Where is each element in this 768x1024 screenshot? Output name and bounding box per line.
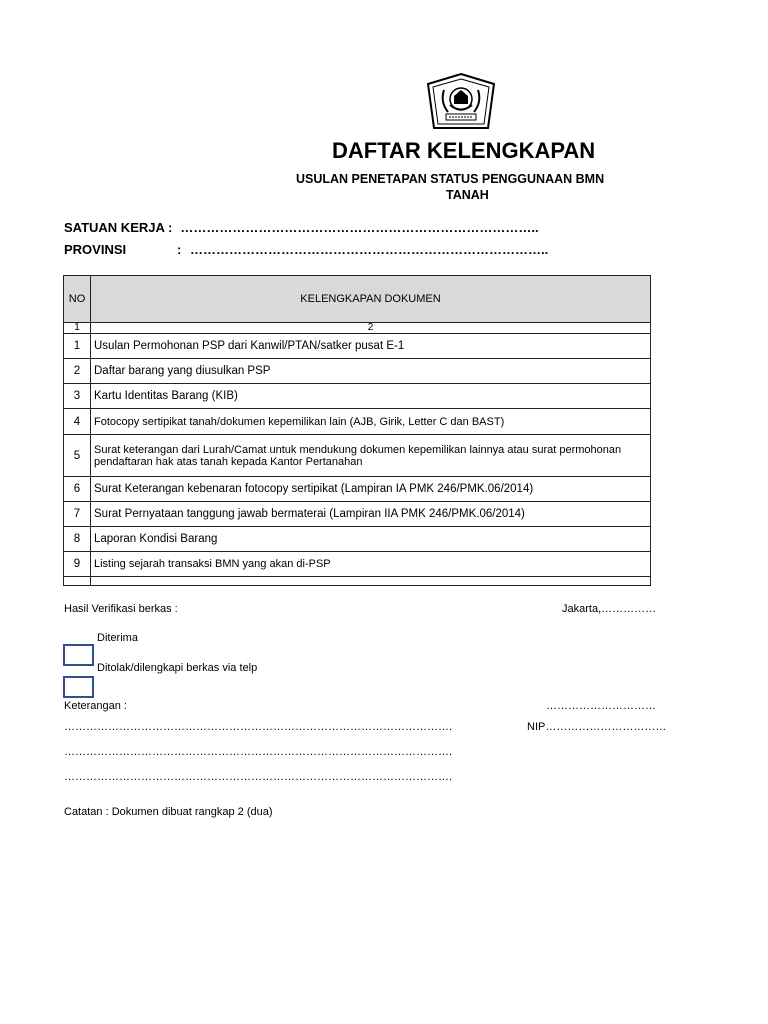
table-row xyxy=(64,527,651,552)
column-index-row xyxy=(64,323,651,334)
government-emblem-icon xyxy=(424,72,498,134)
accepted-label: Diterima xyxy=(97,632,138,644)
row-number: 9 xyxy=(64,552,91,577)
footnote: Catatan : Dokumen dibuat rangkap 2 (dua) xyxy=(64,806,273,818)
notes-line-3: ……………………………………………………………………………………………. xyxy=(64,771,453,783)
notes-label: Keterangan : xyxy=(64,700,127,712)
row-number: 2 xyxy=(64,359,91,384)
row-document: Laporan Kondisi Barang xyxy=(91,527,651,552)
table-row xyxy=(64,477,651,502)
provinsi-separator: : xyxy=(177,242,182,257)
row-document: Daftar barang yang diusulkan PSP xyxy=(91,359,651,384)
row-document-empty xyxy=(91,577,651,586)
notes-line-2: ……………………………………………………………………………………………. xyxy=(64,746,453,758)
row-number-empty xyxy=(64,577,91,586)
table-header-row xyxy=(64,276,651,323)
notes-line-1: ……………………………………………………………………………………………. xyxy=(64,721,453,733)
row-number: 4 xyxy=(64,409,91,435)
accepted-checkbox[interactable] xyxy=(63,644,94,666)
subtitle-line-2: TANAH xyxy=(446,188,489,202)
row-document: Surat Keterangan kebenaran fotocopy sertipikat (Lampiran IA PMK 246/PMK.06/2014) xyxy=(91,477,651,502)
row-number: 3 xyxy=(64,384,91,409)
column-index-document: 2 xyxy=(91,323,651,334)
row-document: Listing sejarah transaksi BMN yang akan di-PSP xyxy=(91,552,651,577)
satuan-kerja-label: SATUAN KERJA : xyxy=(64,220,173,235)
satuan-kerja-blank: ……………………………………………………………………….. xyxy=(180,220,539,235)
rejected-checkbox[interactable] xyxy=(63,676,94,698)
subtitle-line-1: USULAN PENETAPAN STATUS PENGGUNAAN BMN xyxy=(296,172,605,186)
provinsi-field xyxy=(64,242,549,260)
rejected-label: Ditolak/dilengkapi berkas via telp xyxy=(97,662,258,674)
place-date: Jakarta,…………… xyxy=(562,603,657,615)
row-number: 8 xyxy=(64,527,91,552)
row-number: 1 xyxy=(64,334,91,359)
row-document: Surat Pernyataan tanggung jawab bermaterai (Lampiran IIA PMK 246/PMK.06/2014) xyxy=(91,502,651,527)
row-document: Kartu Identitas Barang (KIB) xyxy=(91,384,651,409)
row-number: 5 xyxy=(64,435,91,477)
page-title: DAFTAR KELENGKAPAN xyxy=(332,138,596,163)
table-row xyxy=(64,384,651,409)
document-checklist-table xyxy=(63,275,651,586)
column-index-no: 1 xyxy=(64,323,91,334)
table-row xyxy=(64,409,651,435)
row-number: 7 xyxy=(64,502,91,527)
table-row-empty xyxy=(64,577,651,586)
provinsi-label: PROVINSI xyxy=(64,242,127,257)
row-number: 6 xyxy=(64,477,91,502)
column-header-document: KELENGKAPAN DOKUMEN xyxy=(91,276,651,323)
row-document: Usulan Permohonan PSP dari Kanwil/PTAN/satker pusat E-1 xyxy=(91,334,651,359)
table-row xyxy=(64,435,651,477)
provinsi-blank: ……………………………………………………………………….. xyxy=(190,242,549,257)
table-row xyxy=(64,552,651,577)
row-document: Surat keterangan dari Lurah/Camat untuk mendukung dokumen kepemilikan lainnya atau surat permohonan pendaftaran hak atas tanah kepada Kantor Pertanahan xyxy=(91,435,651,477)
satuan-kerja-field xyxy=(64,220,539,235)
signature-blank: ………………………… xyxy=(546,700,656,712)
nip-field: NIP…………………………… xyxy=(527,721,667,733)
table-row xyxy=(64,334,651,359)
table-row xyxy=(64,502,651,527)
table-row xyxy=(64,359,651,384)
row-document: Fotocopy sertipikat tanah/dokumen kepemilikan lain (AJB, Girik, Letter C dan BAST) xyxy=(91,409,651,435)
verification-label: Hasil Verifikasi berkas : xyxy=(64,603,178,615)
column-header-no: NO xyxy=(64,276,91,323)
